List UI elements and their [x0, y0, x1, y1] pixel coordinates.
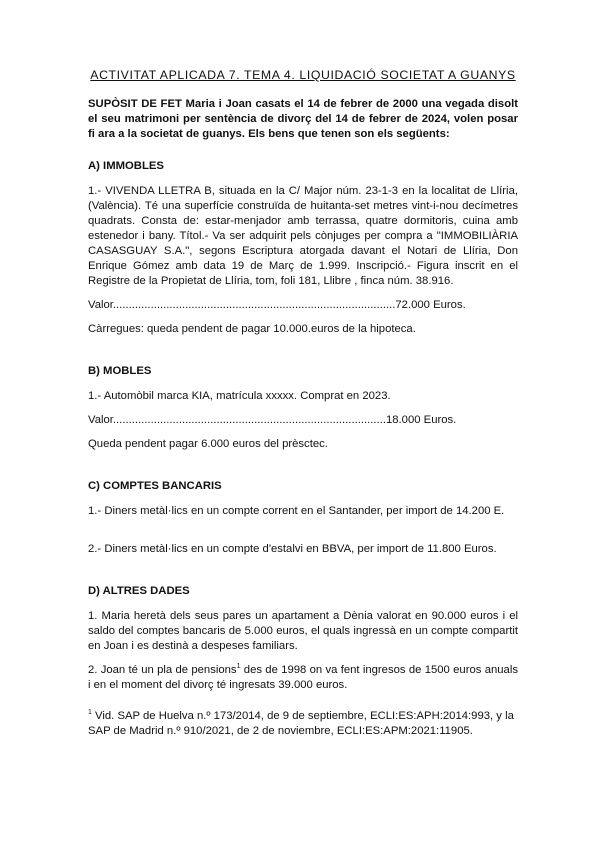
footnote — [88, 709, 518, 739]
comptes-item-2: 2.- Diners metàl·lics en un compte d'estalvi en BBVA, per import de 11.800 Euros. — [88, 543, 497, 555]
mobles-pendent: Queda pendent pagar 6.000 euros del prèsctec. — [88, 438, 328, 450]
footnote-mark: 1 — [88, 709, 92, 717]
section-heading-altres: D) ALTRES DADES — [88, 585, 190, 597]
altres-item-2-text-cont: des de 1998 on va fent ingresos de 1500 euros anuals i en el moment del divorç té ingresats 39.000 euros. — [88, 664, 518, 691]
immobles-valor: Valor..........................................................................................72.000 Euros. — [88, 299, 466, 311]
mobles-valor: Valor.......................................................................................18.000 Euros. — [88, 414, 457, 426]
footnote-reference: 1 — [236, 663, 241, 671]
altres-item-2-text: 2. Joan té un pla de pensions — [88, 664, 237, 676]
section-heading-mobles: B) MOBLES — [88, 365, 152, 377]
altres-item-1: 1. Maria heretà dels seus pares un apartament a Dènia valorat en 90.000 euros i el saldo del comptes bancaris de 5.000 euros, el quals ingressà en un compte compartit en Joan i es destinà a despeses familiars. — [88, 610, 518, 652]
immobles-description: 1.- VIVENDA LLETRA B, situada en la C/ Major núm. 23-1-3 en la localitat de Llíria, (València). Té una superfície construïda de huitanta-set metres vint-i-nou decímetres quadrats. Consta de: estar-menjador amb terrassa, quatre dormitoris, cuina amb estenedor i bany. Títol.- Va ser adquirit pels cònjuges per compra a "IMMOBILIÀRIA CASASGUAY S.A.", segons Escriptura atorgada davant el Notari de Llíria, Don Enrique Gómez amb data 19 de Març de 1.999. Inscripció.- Figura inscrit en el Registre de la Propietat de Llíria, tom, foli 181, Llibre , finca núm. 38.916. — [88, 185, 518, 287]
section-heading-immobles: A) IMMOBLES — [88, 160, 164, 172]
section-heading-comptes: C) COMPTES BANCARIS — [88, 480, 222, 492]
mobles-description: 1.- Automòbil marca KIA, matrícula xxxxx. Comprat en 2023. — [88, 390, 391, 402]
document-body — [88, 68, 518, 739]
intro-paragraph: SUPÒSIT DE FET Maria i Joan casats el 14 de febrer de 2000 una vegada disolt el seu matrimoni per sentència de divorç del 14 de febrer de 2024, volen posar fi ara a la societat de guanys. Els bens que tenen son els següents: — [88, 98, 518, 140]
page-title: ACTIVITAT APLICADA 7. TEMA 4. LIQUIDACIÓ SOCIETAT A GUANYS — [90, 68, 516, 82]
immobles-carregues: Càrregues: queda pendent de pagar 10.000.euros de la hipoteca. — [88, 323, 416, 335]
comptes-item-1: 1.- Diners metàl·lics en un compte corrent en el Santander, per import de 14.200 E. — [88, 505, 505, 517]
footnote-text: Vid. SAP de Huelva n.º 173/2014, de 9 de septiembre, ECLI:ES:APH:2014:993, y la SAP de Madrid n.º 910/2021, de 2 de noviembre, ECLI:ES:APM:2021:11905. — [88, 710, 514, 737]
altres-item-2 — [88, 663, 518, 693]
